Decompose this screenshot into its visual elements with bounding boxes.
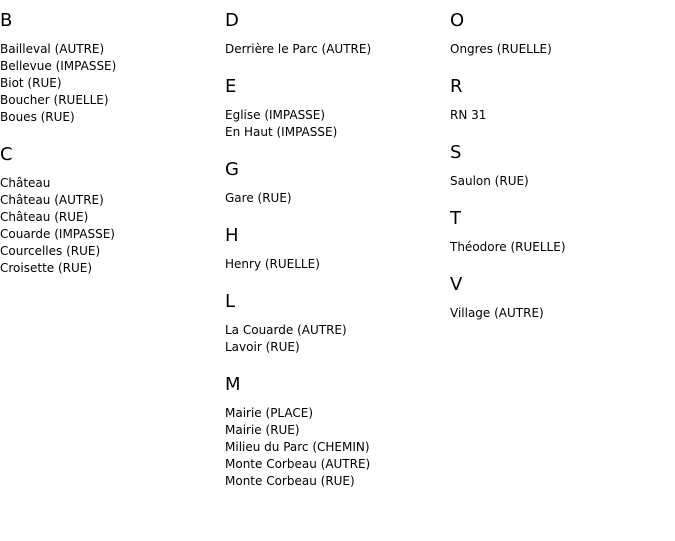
street-list-e <box>225 107 450 141</box>
letter-group-g <box>225 159 450 207</box>
street-item[interactable]: Mairie (RUE) <box>225 423 300 437</box>
street-item[interactable]: Théodore (RUELLE) <box>450 240 566 254</box>
street-item[interactable]: Monte Corbeau (AUTRE) <box>225 457 371 471</box>
index-column-3 <box>450 10 675 508</box>
letter-group-m <box>225 374 450 490</box>
street-item[interactable]: Couarde (IMPASSE) <box>0 227 115 241</box>
letter-group-b <box>0 10 225 126</box>
letter-group-e <box>225 76 450 141</box>
street-item[interactable]: En Haut (IMPASSE) <box>225 125 338 139</box>
letter-heading-m: M <box>225 374 241 395</box>
street-item[interactable]: Derrière le Parc (AUTRE) <box>225 42 372 56</box>
letter-group-t <box>450 208 675 256</box>
street-list-h <box>225 256 450 273</box>
street-list-v <box>450 305 675 322</box>
street-item[interactable]: Village (AUTRE) <box>450 306 544 320</box>
street-item[interactable]: Courcelles (RUE) <box>0 244 101 258</box>
letter-heading-d: D <box>225 10 239 31</box>
street-item[interactable]: Château <box>0 176 51 190</box>
street-item[interactable]: Milieu du Parc (CHEMIN) <box>225 440 370 454</box>
letter-heading-c: C <box>0 144 13 165</box>
street-list-o <box>450 41 675 58</box>
street-item[interactable]: Henry (RUELLE) <box>225 257 320 271</box>
letter-group-s <box>450 142 675 190</box>
letter-heading-g: G <box>225 159 239 180</box>
street-item[interactable]: Monte Corbeau (RUE) <box>225 474 355 488</box>
street-item[interactable]: Saulon (RUE) <box>450 174 529 188</box>
street-list-c <box>0 175 225 277</box>
street-list-b <box>0 41 225 126</box>
street-index <box>0 10 675 508</box>
letter-heading-r: R <box>450 76 463 97</box>
street-item[interactable]: La Couarde (AUTRE) <box>225 323 347 337</box>
street-list-s <box>450 173 675 190</box>
street-item[interactable]: Eglise (IMPASSE) <box>225 108 326 122</box>
letter-group-c <box>0 144 225 277</box>
letter-heading-h: H <box>225 225 239 246</box>
letter-heading-e: E <box>225 76 237 97</box>
street-item[interactable]: Croisette (RUE) <box>0 261 93 275</box>
street-list-l <box>225 322 450 356</box>
street-list-t <box>450 239 675 256</box>
letter-heading-t: T <box>450 208 461 229</box>
letter-group-d <box>225 10 450 58</box>
street-item[interactable]: Bailleval (AUTRE) <box>0 42 105 56</box>
street-item[interactable]: Biot (RUE) <box>0 76 62 90</box>
index-column-1 <box>0 10 225 508</box>
letter-group-l <box>225 291 450 356</box>
letter-group-v <box>450 274 675 322</box>
street-item[interactable]: Château (AUTRE) <box>0 193 104 207</box>
letter-heading-l: L <box>225 291 236 312</box>
street-list-g <box>225 190 450 207</box>
street-list-m <box>225 405 450 490</box>
street-item[interactable]: Gare (RUE) <box>225 191 292 205</box>
street-list-d <box>225 41 450 58</box>
index-column-2 <box>225 10 450 508</box>
letter-heading-o: O <box>450 10 465 31</box>
street-item[interactable]: Château (RUE) <box>0 210 89 224</box>
letter-group-r <box>450 76 675 124</box>
street-item[interactable]: Lavoir (RUE) <box>225 340 300 354</box>
street-item[interactable]: Ongres (RUELLE) <box>450 42 552 56</box>
street-list-r <box>450 107 675 124</box>
letter-heading-v: V <box>450 274 463 295</box>
letter-heading-b: B <box>0 10 13 31</box>
street-item[interactable]: Boues (RUE) <box>0 110 75 124</box>
street-item[interactable]: RN 31 <box>450 108 487 122</box>
street-item[interactable]: Bellevue (IMPASSE) <box>0 59 117 73</box>
letter-heading-s: S <box>450 142 462 163</box>
letter-group-o <box>450 10 675 58</box>
letter-group-h <box>225 225 450 273</box>
street-item[interactable]: Boucher (RUELLE) <box>0 93 109 107</box>
street-item[interactable]: Mairie (PLACE) <box>225 406 314 420</box>
